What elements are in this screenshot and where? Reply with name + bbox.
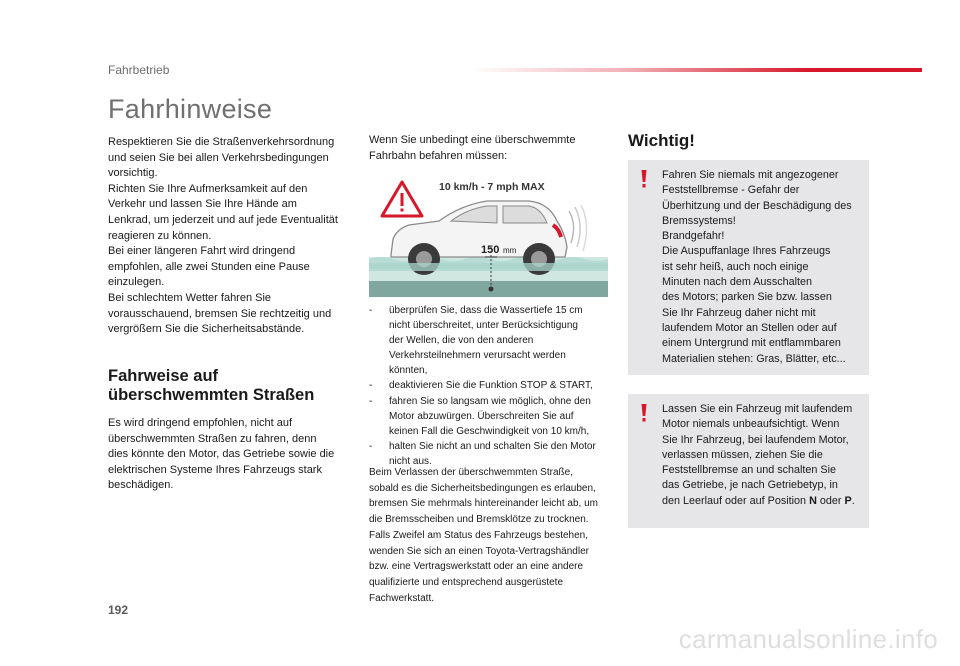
- gear-position-p: P: [844, 494, 852, 507]
- after-flood-text: Beim Verlassen der überschwemmten Straße, sobald es die Sicherheitsbedingungen es erlauben, bremsen Sie mehrmals hintereinander leicht ab, um die Bremsscheiben und Bremsklötze zu trocknen. Falls Zweifel am Status des Fahrzeugs bestehen, wenden Sie sich an einen Toyota-Vertragshändler bzw. eine Vertragswerkstatt oder an eine andere qualifizierte und entsprechend ausgerüstete Fachwerkstatt.: [369, 467, 598, 604]
- warning-note-text: Fahren Sie niemals mit angezogener Feststellbremse - Gefahr der Überhitzung und der Beschädigung des Bremssystems! Brandgefahr! Die Auspuffanlage Ihres Fahrzeugs ist sehr heiß, auch noch einige Minuten nach dem Ausschalten des Motors; parken Sie bzw. lassen Sie Ihr Fahrzeug daher nicht mit laufendem Motor an Stellen oder auf einem Untergrund mit entflammbaren Materialien stehen: Gras, Blätter, etc...: [662, 169, 852, 365]
- warning-note-text: Lassen Sie ein Fahrzeug mit laufendem Motor niemals unbeaufsichtigt. Wenn Sie Ihr Fahrzeug, bei laufendem Motor, verlassen müssen, ziehen Sie die Feststellbremse an und schalten Sie das Getriebe, je nach Getriebetyp, in den Leerlauf oder auf Position N oder P.: [662, 403, 855, 507]
- gear-position-n: N: [809, 494, 817, 507]
- warning-triangle-icon: [382, 182, 422, 216]
- header-accent-rule: [470, 68, 922, 72]
- depth-unit: mm: [503, 246, 517, 255]
- watermark: carmanualsonline.info: [678, 624, 938, 654]
- page-title: Fahrhinweise: [108, 94, 273, 124]
- warning-note-unattended: [628, 394, 869, 528]
- important-heading: Wichtig!: [628, 131, 695, 150]
- flooded-road-figure: [369, 177, 608, 297]
- driving-intro-text: Respektieren Sie die Straßenverkehrsordnung und seien Sie bei allen Verkehrsbedingungen vorsichtig. Richten Sie Ihre Aufmerksamkeit auf den Verkehr und lassen Sie Ihre Hände am Lenkrad, um jederzeit und auf jede Eventualität reagieren zu können. Bei einer längeren Fahrt wird dringend empfohlen, alle zwei Stunden eine Pause einzulegen. Bei schlechtem Wetter fahren Sie vorausschauend, bremsen Sie rechtzeitig und vergrößern Sie die Sicherheitsabstände.: [108, 136, 338, 336]
- list-item: - halten Sie nicht an und schalten Sie den Motor nicht aus.: [369, 440, 596, 467]
- warning-note-parking-brake: [628, 160, 869, 375]
- list-item: - überprüfen Sie, dass die Wassertiefe 15 cm nicht überschreitet, unter Berücksichtigung der Wellen, die von den anderen Verkehrsteilnehmern verursacht werden könnten,: [369, 305, 583, 377]
- page-number: 192: [108, 603, 129, 617]
- speed-limit-label: 10 km/h - 7 mph MAX: [439, 181, 545, 193]
- depth-value: 150: [481, 244, 500, 256]
- exclamation-icon: [641, 170, 647, 188]
- flooded-roads-heading: Fahrweise auf überschwemmten Straßen: [108, 367, 315, 404]
- exclamation-icon: [641, 404, 647, 422]
- list-item: - fahren Sie so langsam wie möglich, ohne den Motor abzuwürgen. Überschreiten Sie auf keinen Fall die Geschwindigkeit von 10 km/h,: [369, 395, 591, 437]
- flooded-road-checklist: [369, 303, 609, 469]
- list-item: - deaktivieren Sie die Funktion STOP & START,: [369, 380, 593, 392]
- flooded-intro-text: Wenn Sie unbedingt eine überschwemmte Fahrbahn befahren müssen:: [369, 134, 576, 162]
- flooded-roads-text: Es wird dringend empfohlen, nicht auf überschwemmten Straßen zu fahren, denn dies könnte den Motor, das Getriebe sowie die elektrischen Systeme Ihres Fahrzeugs stark beschädigen.: [108, 417, 335, 492]
- car-in-water-illustration: [369, 177, 608, 297]
- section-label: Fahrbetrieb: [108, 63, 170, 77]
